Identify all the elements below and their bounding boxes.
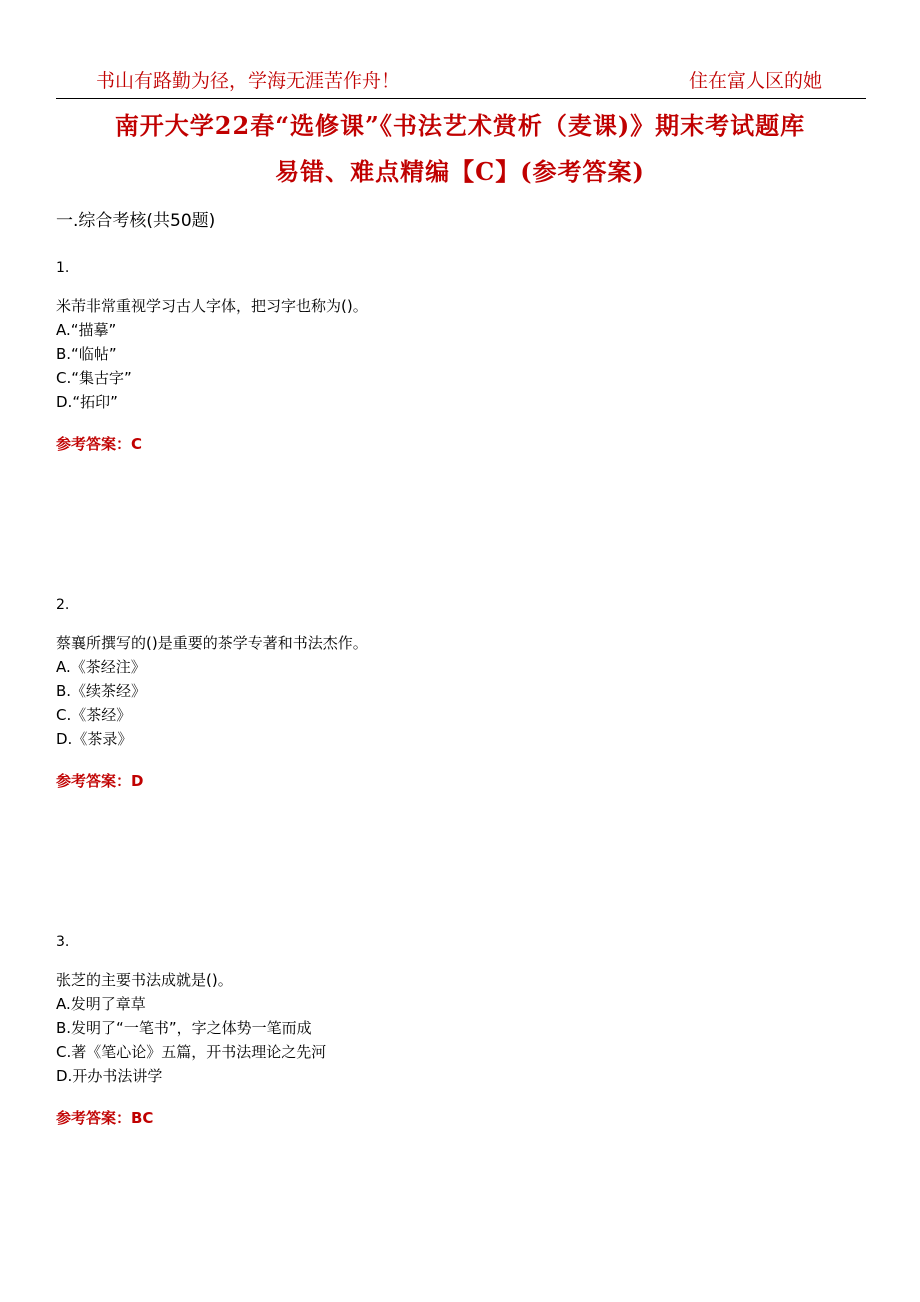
- option-a: A.《茶经注》: [56, 658, 146, 676]
- option-c: C.“集古字”: [56, 369, 132, 387]
- reference-answer: 参考答案：C: [56, 435, 143, 453]
- question-3: [56, 932, 846, 1130]
- option-b: B.发明了“一笔书”，字之体势一笔而成: [56, 1019, 312, 1037]
- page-header: [56, 64, 866, 99]
- question-number: 2.: [56, 597, 70, 613]
- header-motto: 书山有路勤为径，学海无涯苦作舟！: [96, 70, 401, 92]
- option-d: D.开办书法讲学: [56, 1067, 163, 1085]
- option-b: B.《续茶经》: [56, 682, 147, 700]
- question-number: 1.: [56, 260, 70, 276]
- question-number: 3.: [56, 934, 70, 950]
- option-a: A.“描摹”: [56, 321, 117, 339]
- question-2: [56, 595, 846, 793]
- reference-answer: 参考答案：D: [56, 772, 144, 790]
- option-c: C.著《笔心论》五篇，开书法理论之先河: [56, 1043, 327, 1061]
- section-heading: 一.综合考核(共50题): [56, 211, 216, 231]
- question-text: 张芝的主要书法成就是()。: [56, 971, 233, 989]
- option-c: C.《茶经》: [56, 706, 132, 724]
- reference-answer: 参考答案：BC: [56, 1109, 154, 1127]
- header-author: 住在富人区的她: [688, 70, 822, 92]
- option-b: B.“临帖”: [56, 345, 117, 363]
- question-1: [56, 258, 846, 456]
- option-d: D.“拓印”: [56, 393, 118, 411]
- option-d: D.《茶录》: [56, 730, 133, 748]
- question-text: 蔡襄所撰写的()是重要的茶学专著和书法杰作。: [56, 634, 368, 652]
- document-title-line-2: 易错、难点精编【C】(参考答案): [275, 157, 645, 186]
- document-title-line-1: 南开大学22春“选修课”《书法艺术赏析（麦课)》期末考试题库: [114, 111, 806, 140]
- question-text: 米芾非常重视学习古人字体，把习字也称为()。: [56, 297, 368, 315]
- option-a: A.发明了章草: [56, 995, 146, 1013]
